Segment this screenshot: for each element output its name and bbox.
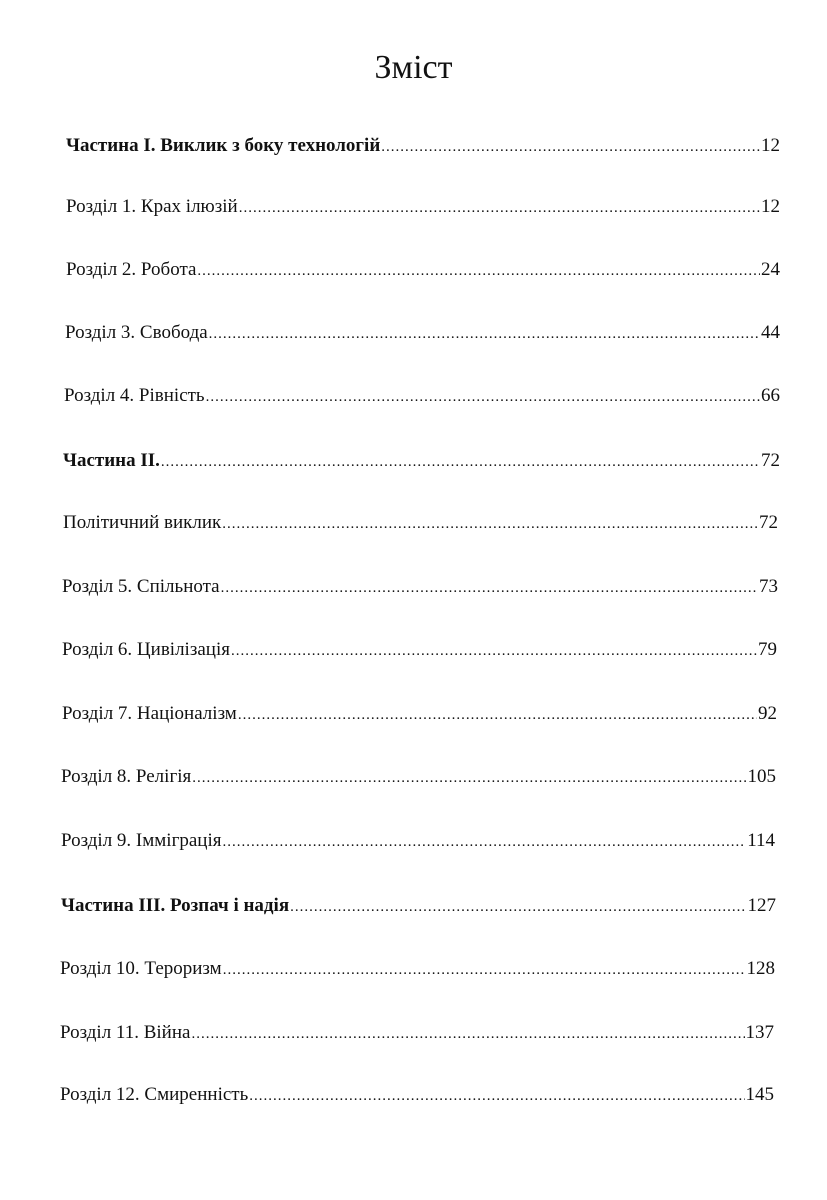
toc-entry-label: Розділ 5. Спільнота xyxy=(62,576,220,597)
dot-leader xyxy=(290,892,746,922)
dot-leader xyxy=(209,319,760,349)
toc-entry-label: Розділ 11. Війна xyxy=(60,1022,191,1043)
toc-entry-label: Частина I. Виклик з боку технологій xyxy=(66,135,381,156)
toc-entry-page-number: 72 xyxy=(759,512,778,533)
toc-entry-page-number: 127 xyxy=(747,895,776,916)
dot-leader xyxy=(381,132,760,162)
toc-entry-chapter-11[interactable] xyxy=(60,1018,774,1048)
toc-entry-chapter-6[interactable] xyxy=(62,635,777,665)
toc-entry-label: Розділ 6. Цивілізація xyxy=(62,639,230,660)
toc-entry-label: Розділ 3. Свобода xyxy=(65,322,208,343)
toc-entry-page-number: 105 xyxy=(747,766,776,787)
toc-entry-page-number: 12 xyxy=(761,135,780,156)
dot-leader xyxy=(231,636,757,666)
toc-entry-chapter-4[interactable] xyxy=(64,381,780,411)
dot-leader xyxy=(221,573,758,603)
toc-entry-label: Розділ 2. Робота xyxy=(66,259,197,280)
toc-entry-chapter-3[interactable] xyxy=(65,318,780,348)
toc-entry-label: Розділ 10. Тероризм xyxy=(60,958,222,979)
dot-leader xyxy=(238,700,757,730)
dot-leader xyxy=(197,256,760,286)
toc-entry-chapter-9[interactable] xyxy=(61,826,775,856)
toc-entry-page-number: 145 xyxy=(745,1084,774,1105)
dot-leader xyxy=(249,1081,744,1111)
dot-leader xyxy=(206,382,760,412)
toc-entry-label: Розділ 12. Смиренність xyxy=(60,1084,249,1105)
page-title: Зміст xyxy=(374,49,453,86)
toc-entry-label: Розділ 8. Релігія xyxy=(61,766,192,787)
dot-leader xyxy=(161,447,760,477)
toc-entry-page-number: 12 xyxy=(761,196,780,217)
dot-leader xyxy=(239,193,760,223)
toc-entry-label: Політичний виклик xyxy=(63,512,222,533)
toc-entry-label: Розділ 1. Крах ілюзій xyxy=(66,196,238,217)
dot-leader xyxy=(222,509,758,539)
toc-entry-label: Розділ 9. Імміграція xyxy=(61,830,222,851)
toc-entry-chapter-1[interactable] xyxy=(66,192,780,222)
toc-entry-chapter-2[interactable] xyxy=(66,255,780,285)
toc-entry-page-number: 73 xyxy=(759,576,778,597)
toc-entry-label: Частина III. Розпач і надія xyxy=(61,895,290,916)
toc-entry-chapter-5[interactable] xyxy=(62,572,778,602)
toc-entry-chapter-8[interactable] xyxy=(61,762,776,792)
toc-entry-chapter-10[interactable] xyxy=(60,954,775,984)
toc-entry-label: Розділ 4. Рівність xyxy=(64,385,205,406)
toc-entry-page-number: 137 xyxy=(745,1022,774,1043)
toc-entry-chapter-12[interactable] xyxy=(60,1080,774,1110)
toc-entry-part-2[interactable] xyxy=(63,446,780,476)
toc-entry-page-number: 114 xyxy=(747,830,775,851)
toc-entry-part-3[interactable] xyxy=(61,891,776,921)
toc-entry-page-number: 128 xyxy=(746,958,775,979)
toc-entry-page-number: 92 xyxy=(758,703,777,724)
toc-entry-label: Розділ 7. Націоналізм xyxy=(62,703,237,724)
toc-entry-political-challenge[interactable] xyxy=(63,508,778,538)
toc-entry-part-1[interactable] xyxy=(66,131,780,161)
toc-entry-page-number: 66 xyxy=(761,385,780,406)
dot-leader xyxy=(191,1019,744,1049)
dot-leader xyxy=(223,955,746,985)
toc-entry-page-number: 72 xyxy=(761,450,780,471)
toc-entry-page-number: 24 xyxy=(761,259,780,280)
toc-entry-chapter-7[interactable] xyxy=(62,699,777,729)
dot-leader xyxy=(223,827,747,857)
dot-leader xyxy=(192,763,746,793)
toc-entry-page-number: 44 xyxy=(761,322,780,343)
toc-entry-label: Частина II. xyxy=(63,450,160,471)
toc-entry-page-number: 79 xyxy=(758,639,777,660)
